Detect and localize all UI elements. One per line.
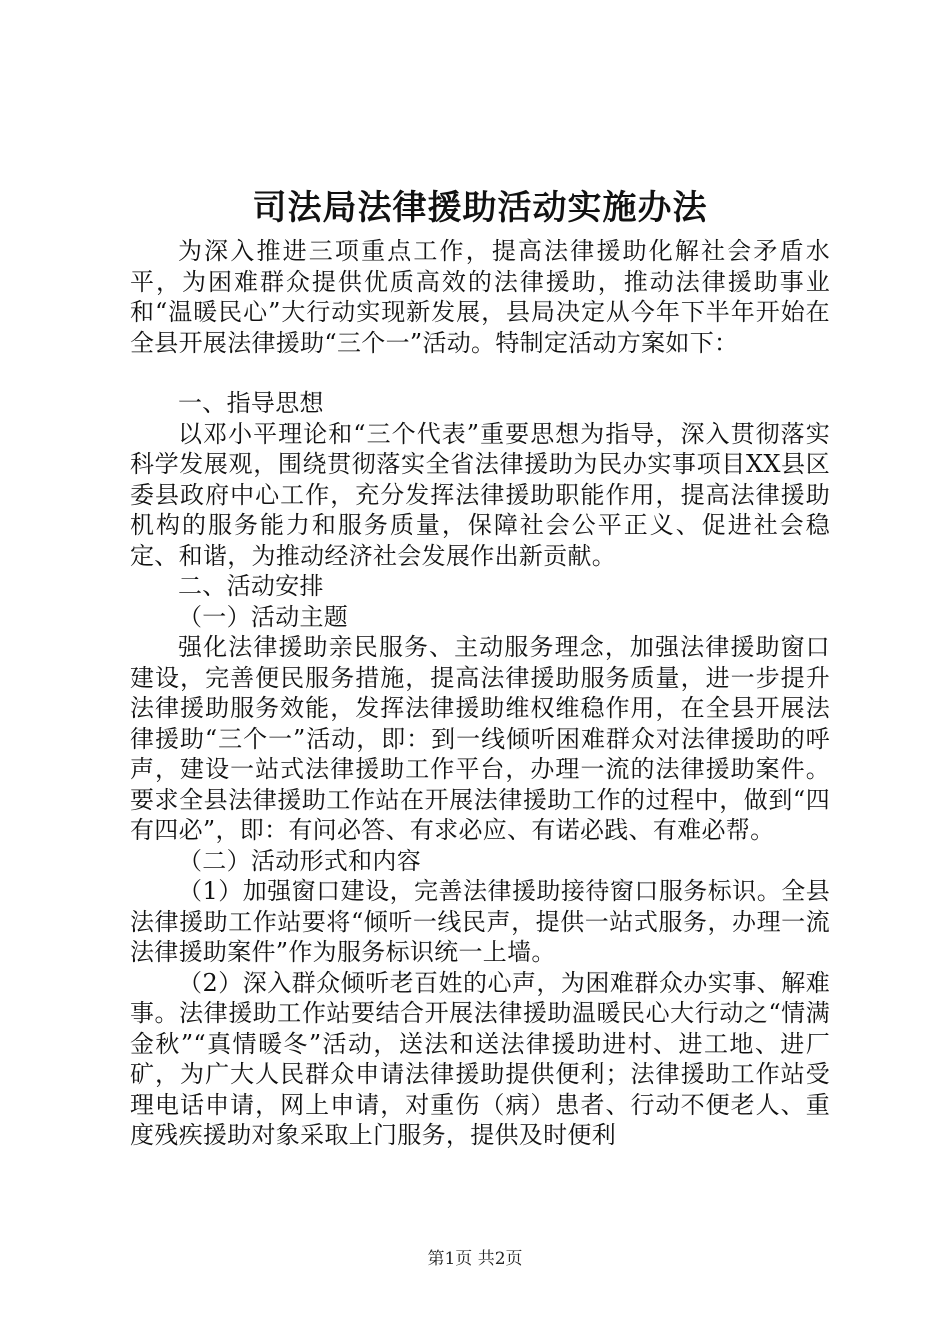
page-footer: 第1页 共2页	[427, 1249, 523, 1269]
list-item-2: （2）深入群众倾听老百姓的心声，为困难群众办实事、解难事。法律援助工作站要结合开展法律援助温暖民心大行动之“情满金秋”“真情暖冬”活动，送法和送法律援助进村、进工地、进厂矿，为广大人民群众申请法律援助提供便利；法律援助工作站受理电话申请，网上申请，对重伤（病）患者、行动不便老人、重度残疾援助对象采取上门服务，提供及时便利	[130, 968, 830, 1149]
document-title: 司法局法律援助活动实施办法	[252, 188, 708, 228]
subsection-2-heading: （二）活动形式和内容	[178, 846, 421, 875]
section-1-body: 以邓小平理论和“三个代表”重要思想为指导，深入贯彻落实科学发展观，围绕贯彻落实全省法律援助为民办实事项目XX县区委县政府中心工作，充分发挥法律援助职能作用，提高法律援助机构的服务能力和服务质量，保障社会公平正义、促进社会稳定、和谐，为推动经济社会发展作出新贡献。	[130, 419, 830, 570]
subsection-1-heading: （一）活动主题	[178, 602, 349, 631]
document-page	[130, 180, 830, 1151]
intro-paragraph: 为深入推进三项重点工作，提高法律援助化解社会矛盾水平，为困难群众提供优质高效的法律援助，推动法律援助事业和“温暖民心”大行动实现新发展，县局决定从今年下半年开始在全县开展法律援助“三个一”活动。特制定活动方案如下：	[130, 237, 830, 357]
paragraph-gap	[130, 358, 830, 388]
section-2-heading: 二、活动安排	[178, 572, 324, 600]
list-item-1: （1）加强窗口建设，完善法律援助接待窗口服务标识。全县法律援助工作站要将“倾听一线民声，提供一站式服务，办理一流法律援助案件”作为服务标识统一上墙。	[130, 877, 830, 966]
section-1-heading: 一、指导思想	[178, 389, 324, 417]
subsection-1-body: 强化法律援助亲民服务、主动服务理念，加强法律援助窗口建设，完善便民服务措施，提高法律援助服务质量，进一步提升法律援助服务效能，发挥法律援助维权维稳作用，在全县开展法律援助“三个一”活动，即：到一线倾听困难群众对法律援助的呼声，建设一站式法律援助工作平台，办理一流的法律援助案件。要求全县法律援助工作站在开展法律援助工作的过程中，做到“四有四必”，即：有问必答、有求必应、有诺必践、有难必帮。	[130, 633, 830, 844]
